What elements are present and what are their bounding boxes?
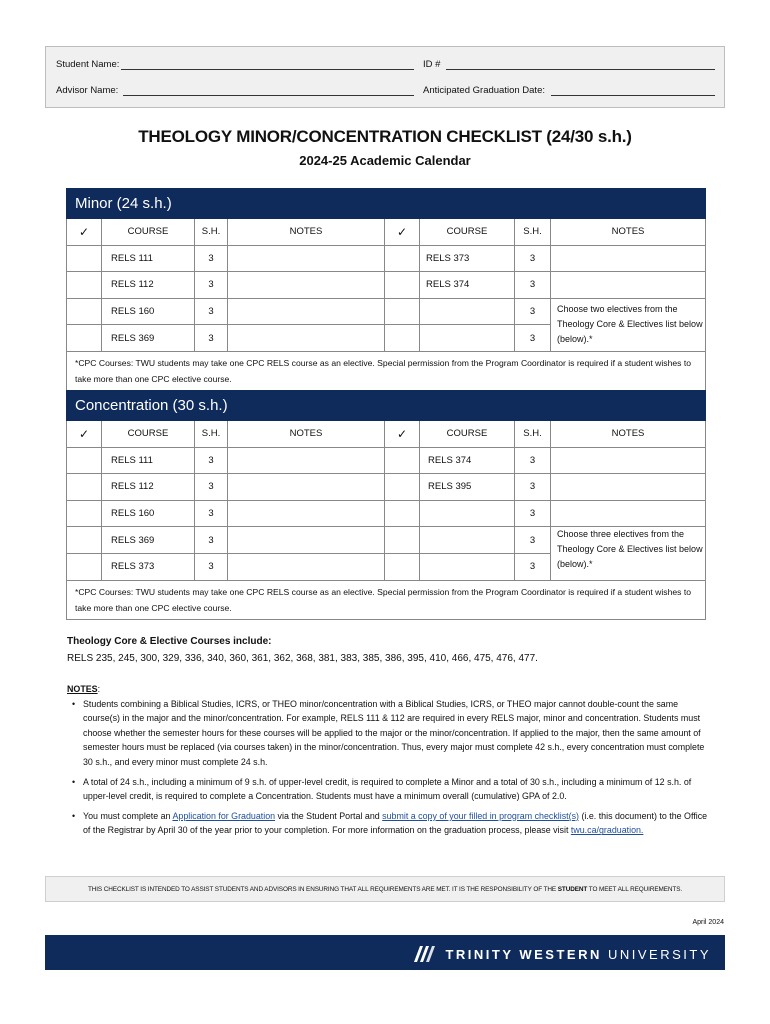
course-cell[interactable] (420, 500, 515, 527)
page-subtitle: 2024-25 Academic Calendar (299, 153, 471, 168)
check-header: ✓ (67, 421, 102, 448)
notes-cell[interactable] (228, 245, 385, 272)
course-cell[interactable] (420, 553, 515, 580)
course-cell: RELS 373 (420, 245, 515, 272)
notes-cell[interactable] (228, 527, 385, 554)
notes-header: NOTES (228, 219, 385, 246)
check-box[interactable] (67, 553, 102, 580)
check-box[interactable] (385, 272, 420, 299)
table-row (67, 245, 706, 272)
notes-heading-colon: : (97, 684, 101, 694)
notes-text: (i.e. this document) to the Office of the Registrar by April 30 of the year prior to your completion. For more information on the graduation process, please visit (83, 810, 708, 836)
notes-text: You must complete an (83, 810, 173, 821)
sh-cell: 3 (515, 298, 551, 325)
student-name-field[interactable] (56, 59, 414, 70)
course-cell: RELS 160 (102, 500, 195, 527)
course-header: COURSE (420, 219, 515, 246)
notes-cell[interactable] (228, 500, 385, 527)
disclaimer-emphasis: STUDENT (557, 886, 588, 893)
sh-cell: 3 (195, 447, 228, 474)
notes-cell[interactable] (228, 553, 385, 580)
check-header: ✓ (385, 219, 420, 246)
concentration-table (66, 390, 706, 620)
notes-header: NOTES (228, 421, 385, 448)
cpc-footnote: *CPC Courses: TWU students may take one CPC RELS course as an elective. Special permission from the Program Coordinator is required if a student wishes to take more than one CPC elective course. (67, 351, 706, 390)
notes-cell[interactable] (228, 325, 385, 352)
sh-cell: 3 (195, 272, 228, 299)
check-box[interactable] (67, 272, 102, 299)
university-logo (411, 944, 711, 964)
notes-cell[interactable] (551, 500, 706, 527)
check-header: ✓ (385, 421, 420, 448)
disclaimer-text: THIS CHECKLIST IS INTENDED TO ASSIST STUDENTS AND ADVISORS IN ENSURING THAT ALL REQUIREMENTS ARE MET. IT IS THE RESPONSIBILITY OF THE (87, 886, 558, 893)
course-cell: RELS 374 (420, 447, 515, 474)
disclaimer-banner (45, 876, 725, 902)
course-cell: RELS 160 (102, 298, 195, 325)
application-for-graduation-link[interactable]: Application for Graduation (172, 810, 276, 821)
table-row (67, 447, 706, 474)
check-box[interactable] (385, 500, 420, 527)
notes-bullet: • Students combining a Biblical Studies, ICRS, or THEO minor/concentration with a Biblical Studies, ICRS, or THEO major cannot double-count the same course(s) in the major and the minor/concentration. For example, RELS 111 & 112 are required in every RELS major, minor and concentration. Students must choose whether the semester hours for these courses will be applied to the major or the minor/concentration. If applied to the major, then the same amount of semester hours must be replaced (via courses taken) in the minor/concentration. Thus, every major must complete 42 s.h., every concentration must complete 30 s.h., and every minor must complete 24 s.h. (67, 697, 712, 770)
table-row (67, 500, 706, 527)
check-box[interactable] (67, 500, 102, 527)
advisor-name-label: Advisor Name: (56, 85, 119, 96)
course-cell: RELS 111 (102, 447, 195, 474)
sh-cell: 3 (515, 245, 551, 272)
notes-header: NOTES (551, 219, 706, 246)
notes-heading: NOTES (67, 684, 98, 694)
sh-cell: 3 (515, 553, 551, 580)
course-cell[interactable] (420, 527, 515, 554)
check-box[interactable] (67, 474, 102, 501)
check-box[interactable] (67, 325, 102, 352)
sh-header: S.H. (515, 421, 551, 448)
sh-cell: 3 (195, 325, 228, 352)
sh-cell: 3 (195, 553, 228, 580)
notes-bullet-graduation (67, 809, 712, 838)
page-title: THEOLOGY MINOR/CONCENTRATION CHECKLIST (24/30 s.h.) (138, 127, 632, 146)
course-header: COURSE (102, 421, 195, 448)
notes-cell[interactable] (551, 272, 706, 299)
logo-mark-icon (411, 944, 437, 964)
sh-cell: 3 (515, 500, 551, 527)
course-cell: RELS 395 (420, 474, 515, 501)
cpc-footnote: *CPC Courses: TWU students may take one CPC RELS course as an elective. Special permission from the Program Coordinator is required if a student wishes to take more than one CPC elective course. (67, 580, 706, 619)
notes-cell[interactable] (551, 474, 706, 501)
course-cell: RELS 111 (102, 245, 195, 272)
graduation-date-label: Anticipated Graduation Date: (423, 85, 545, 96)
elective-note: Choose three electives from the Theology Core & Electives list below (below).* (551, 527, 706, 580)
concentration-heading: Concentration (30 s.h.) (67, 391, 706, 421)
core-courses (67, 636, 538, 664)
core-list: RELS 235, 245, 300, 329, 336, 340, 360, 361, 362, 368, 381, 383, 385, 386, 395, 410, 466, 475, 476, 477. (67, 653, 538, 664)
sh-header: S.H. (195, 421, 228, 448)
minor-column-headers (67, 219, 706, 246)
core-heading: Theology Core & Elective Courses include: (67, 636, 272, 647)
sh-cell: 3 (195, 474, 228, 501)
check-box[interactable] (385, 553, 420, 580)
notes-bullet: • A total of 24 s.h., including a minimum of 9 s.h. of upper-level credit, is required to complete a Minor and a total of 30 s.h., including a minimum of 12 s.h. of upper-level credit, is required to complete a Concentration. Students must have a minimum overall (cumulative) GPA of 2.0. (67, 775, 712, 804)
footer-bar (45, 935, 725, 970)
graduation-info-link[interactable]: twu.ca/graduation. (570, 825, 644, 836)
check-box[interactable] (67, 298, 102, 325)
sh-cell: 3 (515, 527, 551, 554)
course-cell: RELS 112 (102, 474, 195, 501)
course-cell: RELS 369 (102, 527, 195, 554)
check-box[interactable] (385, 447, 420, 474)
sh-header: S.H. (515, 219, 551, 246)
concentration-column-headers (67, 421, 706, 448)
course-cell[interactable] (420, 298, 515, 325)
course-header: COURSE (102, 219, 195, 246)
student-name-label: Student Name: (56, 59, 120, 70)
sh-cell: 3 (515, 474, 551, 501)
disclaimer-text: TO MEET ALL REQUIREMENTS. (587, 886, 683, 893)
sh-cell: 3 (515, 272, 551, 299)
notes-text: via the Student Portal and (275, 810, 383, 821)
course-header: COURSE (420, 421, 515, 448)
graduation-date-field[interactable] (423, 85, 715, 96)
check-box[interactable] (67, 245, 102, 272)
notes-cell[interactable] (228, 447, 385, 474)
table-row (67, 474, 706, 501)
sh-cell: 3 (195, 500, 228, 527)
course-cell: RELS 369 (102, 325, 195, 352)
table-row (67, 298, 706, 325)
check-box[interactable] (385, 298, 420, 325)
advisor-name-field[interactable] (56, 85, 414, 96)
student-info-box (45, 46, 725, 108)
notes-cell[interactable] (551, 447, 706, 474)
course-cell: RELS 112 (102, 272, 195, 299)
sh-cell: 3 (195, 527, 228, 554)
revision-date: April 2024 (692, 919, 724, 926)
notes-cell[interactable] (228, 272, 385, 299)
submit-checklist-link[interactable]: submit a copy of your filled in program checklist(s) (382, 810, 579, 821)
notes-header: NOTES (551, 421, 706, 448)
table-row (67, 272, 706, 299)
id-label: ID # (423, 59, 441, 70)
check-box[interactable] (385, 474, 420, 501)
course-cell[interactable] (420, 325, 515, 352)
notes-section (67, 682, 712, 843)
logo-text-bold: TRINITY WESTERN (445, 946, 602, 962)
course-cell: RELS 374 (420, 272, 515, 299)
sh-cell: 3 (515, 325, 551, 352)
minor-heading: Minor (24 s.h.) (67, 189, 706, 219)
minor-table (66, 188, 706, 391)
check-box[interactable] (67, 447, 102, 474)
elective-note: Choose two electives from the Theology Core & Electives list below (below).* (551, 298, 706, 351)
check-box[interactable] (385, 527, 420, 554)
notes-cell[interactable] (551, 245, 706, 272)
check-box[interactable] (385, 245, 420, 272)
sh-header: S.H. (195, 219, 228, 246)
sh-cell: 3 (195, 298, 228, 325)
notes-cell[interactable] (228, 298, 385, 325)
course-cell: RELS 373 (102, 553, 195, 580)
check-box[interactable] (67, 527, 102, 554)
id-field[interactable] (423, 59, 715, 70)
sh-cell: 3 (195, 245, 228, 272)
sh-cell: 3 (515, 447, 551, 474)
check-box[interactable] (385, 325, 420, 352)
logo-text-light: UNIVERSITY (601, 946, 711, 962)
notes-cell[interactable] (228, 474, 385, 501)
check-header: ✓ (67, 219, 102, 246)
table-row (67, 527, 706, 554)
